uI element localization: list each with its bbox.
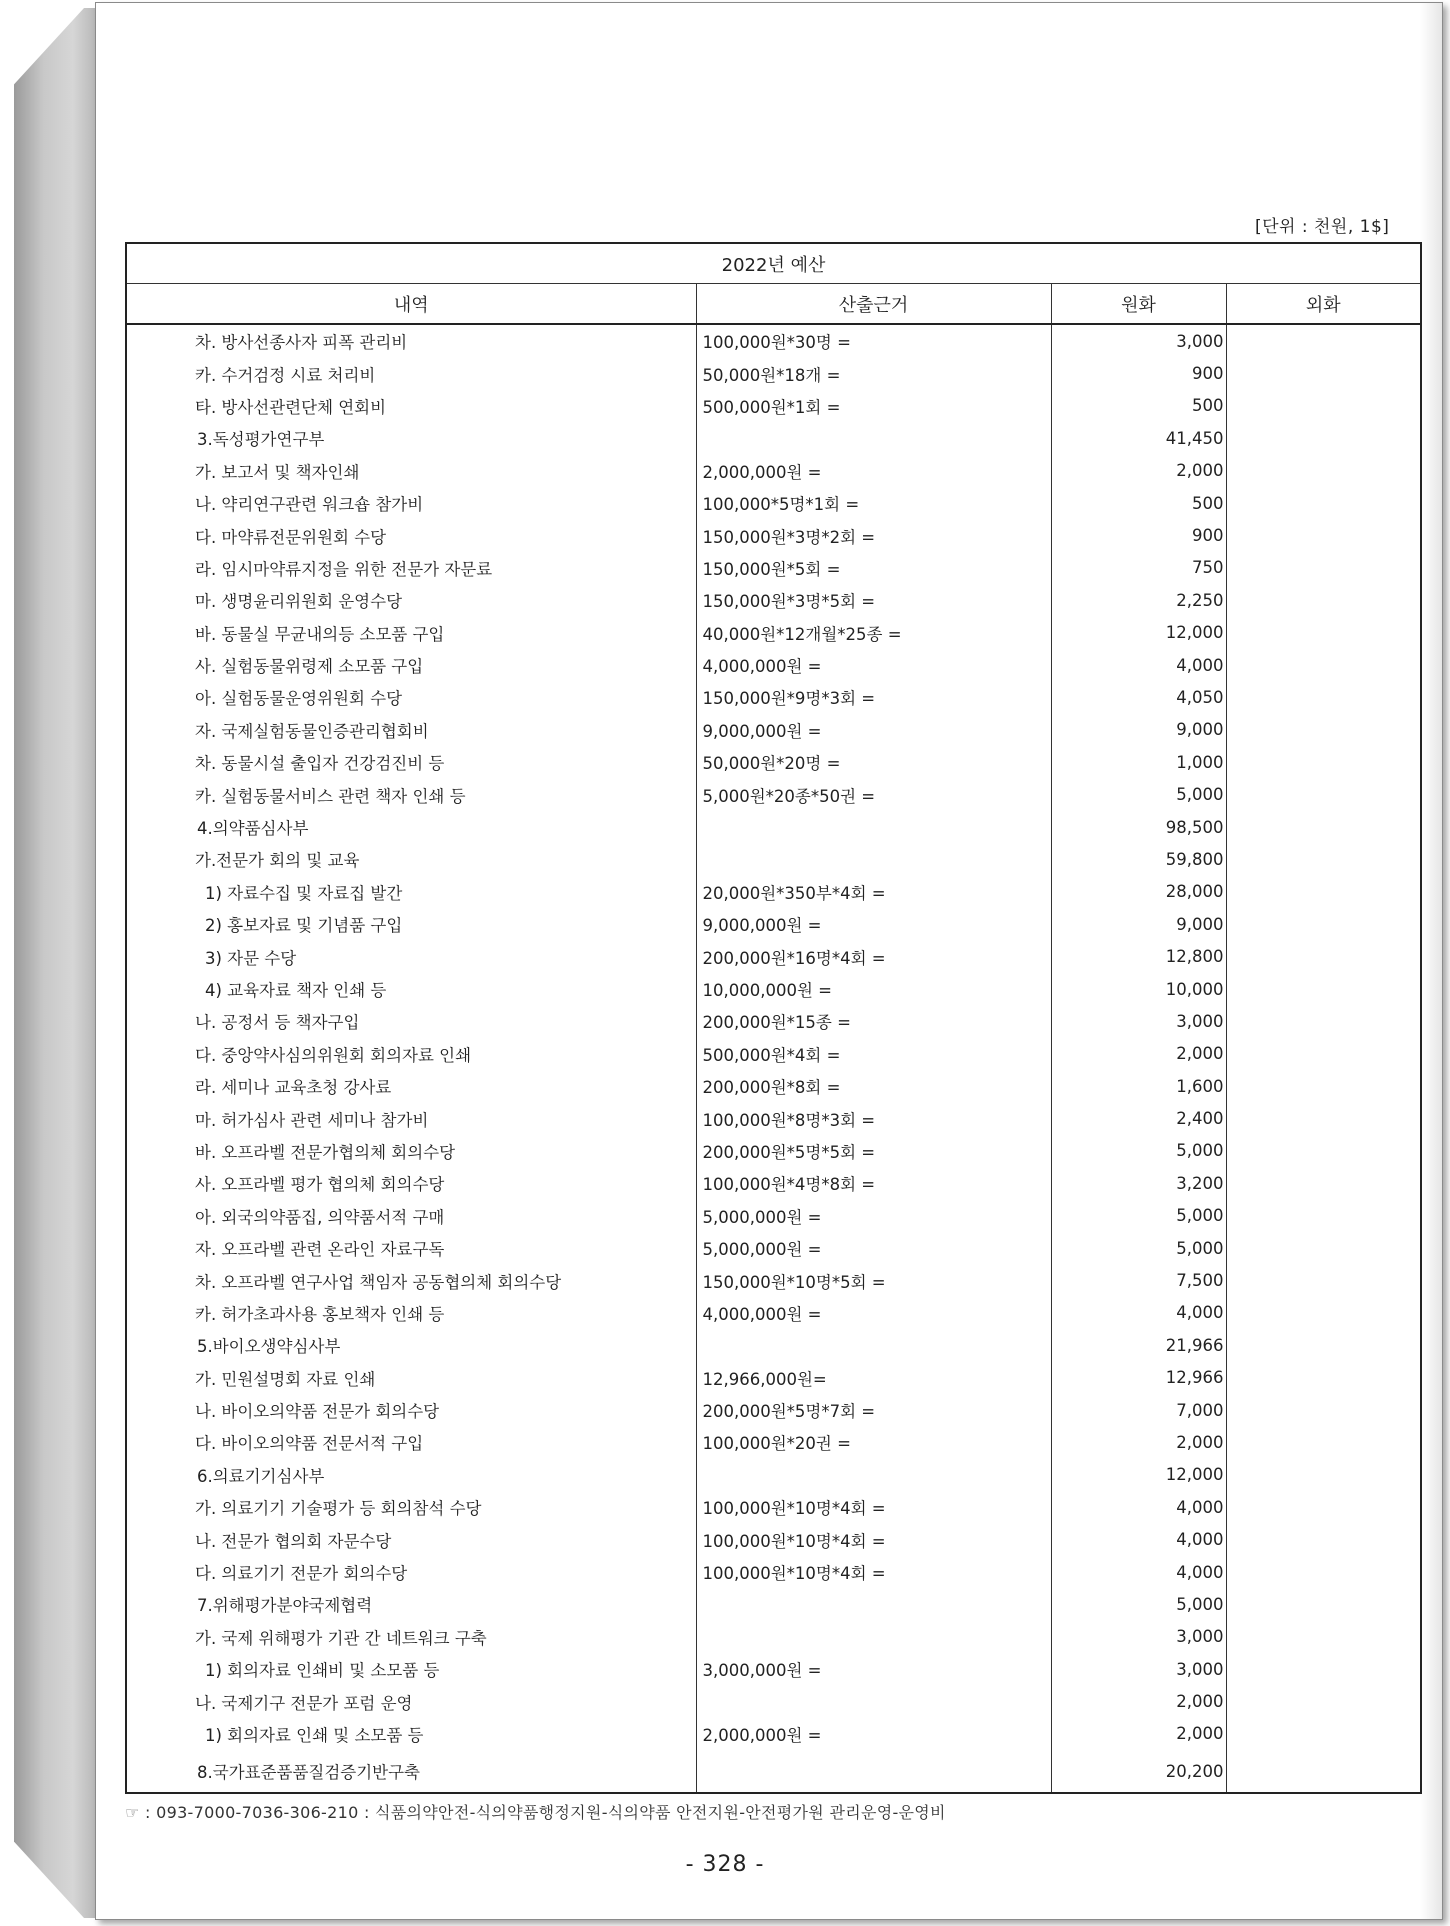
row-item-cell: 카. 실험동물서비스 관련 책자 인쇄 등 <box>126 778 696 810</box>
table-row <box>126 487 1421 519</box>
row-foreign-cell <box>1226 811 1421 843</box>
row-basis-cell: 50,000원*18개 = <box>696 357 1051 389</box>
row-item-cell: 나. 국제기구 전문가 포럼 운영 <box>126 1685 696 1717</box>
row-won-cell: 3,000 <box>1051 1005 1226 1037</box>
row-won-cell: 12,000 <box>1051 617 1226 649</box>
row-item-cell: 다. 마약류전문위원회 수당 <box>126 519 696 551</box>
row-won-cell: 4,000 <box>1051 1523 1226 1555</box>
row-foreign-cell <box>1226 1070 1421 1102</box>
table-row <box>126 876 1421 908</box>
row-basis-cell: 9,000,000원 = <box>696 908 1051 940</box>
row-won-cell: 5,000 <box>1051 778 1226 810</box>
row-item-cell: 타. 방사선관련단체 연회비 <box>126 390 696 422</box>
row-won-cell: 2,000 <box>1051 1685 1226 1717</box>
row-basis-cell: 50,000원*20명 = <box>696 746 1051 778</box>
row-won-cell: 2,000 <box>1051 455 1226 487</box>
row-foreign-cell <box>1226 973 1421 1005</box>
table-row <box>126 973 1421 1005</box>
row-item-cell: 라. 세미나 교육초청 강사료 <box>126 1070 696 1102</box>
row-won-cell: 12,966 <box>1051 1362 1226 1394</box>
row-won-cell: 3,000 <box>1051 1653 1226 1685</box>
row-basis-cell <box>696 1621 1051 1653</box>
row-won-cell: 4,000 <box>1051 1297 1226 1329</box>
row-foreign-cell <box>1226 1621 1421 1653</box>
table-row <box>126 519 1421 551</box>
row-basis-cell: 200,000원*16명*4회 = <box>696 940 1051 972</box>
row-basis-cell: 100,000원*10명*4회 = <box>696 1491 1051 1523</box>
row-basis-cell: 5,000,000원 = <box>696 1200 1051 1232</box>
row-item-cell: 바. 동물실 무균내의등 소모품 구입 <box>126 617 696 649</box>
row-item-cell: 7.위해평가분야국제협력 <box>126 1588 696 1620</box>
row-item-cell: 가. 국제 위해평가 기관 간 네트워크 구축 <box>126 1621 696 1653</box>
row-basis-cell: 200,000원*8회 = <box>696 1070 1051 1102</box>
row-basis-cell: 100,000원*10명*4회 = <box>696 1556 1051 1588</box>
table-row <box>126 1362 1421 1394</box>
row-foreign-cell <box>1226 746 1421 778</box>
row-foreign-cell <box>1226 390 1421 422</box>
row-item-cell: 가. 의료기기 기술평가 등 회의참석 수당 <box>126 1491 696 1523</box>
table-title: 2022년 예산 <box>126 243 1421 284</box>
row-foreign-cell <box>1226 1135 1421 1167</box>
table-row <box>126 1685 1421 1717</box>
table-row <box>126 357 1421 389</box>
row-item-cell: 라. 임시마약류지정을 위한 전문가 자문료 <box>126 552 696 584</box>
row-basis-cell: 200,000원*15종 = <box>696 1005 1051 1037</box>
row-won-cell: 3,000 <box>1051 1621 1226 1653</box>
table-row <box>126 1329 1421 1361</box>
row-won-cell: 7,500 <box>1051 1264 1226 1296</box>
row-won-cell: 20,200 <box>1051 1750 1226 1793</box>
table-row <box>126 1556 1421 1588</box>
row-foreign-cell <box>1226 1653 1421 1685</box>
row-basis-cell <box>696 1750 1051 1793</box>
table-row <box>126 1232 1421 1264</box>
row-foreign-cell <box>1226 1718 1421 1750</box>
table-row <box>126 1135 1421 1167</box>
row-basis-cell: 2,000,000원 = <box>696 455 1051 487</box>
row-basis-cell: 4,000,000원 = <box>696 649 1051 681</box>
row-item-cell: 마. 허가심사 관련 세미나 참가비 <box>126 1102 696 1134</box>
row-foreign-cell <box>1226 1523 1421 1555</box>
row-foreign-cell <box>1226 843 1421 875</box>
row-basis-cell <box>696 843 1051 875</box>
row-won-cell: 1,000 <box>1051 746 1226 778</box>
row-item-cell: 아. 외국의약품집, 의약품서적 구매 <box>126 1200 696 1232</box>
row-item-cell: 2) 홍보자료 및 기념품 구입 <box>126 908 696 940</box>
row-foreign-cell <box>1226 1005 1421 1037</box>
table-row <box>126 714 1421 746</box>
row-won-cell: 3,200 <box>1051 1167 1226 1199</box>
row-won-cell: 500 <box>1051 390 1226 422</box>
row-basis-cell: 150,000원*3명*2회 = <box>696 519 1051 551</box>
row-basis-cell: 12,966,000원= <box>696 1362 1051 1394</box>
row-won-cell: 7,000 <box>1051 1394 1226 1426</box>
table-row <box>126 390 1421 422</box>
table-row <box>126 455 1421 487</box>
row-basis-cell: 100,000원*10명*4회 = <box>696 1523 1051 1555</box>
row-won-cell: 4,000 <box>1051 649 1226 681</box>
row-won-cell: 5,000 <box>1051 1232 1226 1264</box>
row-foreign-cell <box>1226 940 1421 972</box>
row-item-cell: 8.국가표준품품질검증기반구축 <box>126 1750 696 1793</box>
row-won-cell: 59,800 <box>1051 843 1226 875</box>
row-item-cell: 1) 자료수집 및 자료집 발간 <box>126 876 696 908</box>
row-foreign-cell <box>1226 1588 1421 1620</box>
table-row <box>126 778 1421 810</box>
book-spine <box>14 8 98 1918</box>
row-foreign-cell <box>1226 1459 1421 1491</box>
row-won-cell: 5,000 <box>1051 1200 1226 1232</box>
footnote-text: : 093-7000-7036-306-210 : 식품의약안전-식의약품행정지원-식의약품 안전지원-안전평가원 관리운영-운영비 <box>145 1803 946 1822</box>
row-foreign-cell <box>1226 1297 1421 1329</box>
row-won-cell: 900 <box>1051 357 1226 389</box>
row-item-cell: 자. 국제실험동물인증관리협회비 <box>126 714 696 746</box>
page-number: - 328 - <box>685 1852 765 1877</box>
row-item-cell: 아. 실험동물운영위원회 수당 <box>126 681 696 713</box>
row-basis-cell: 10,000,000원 = <box>696 973 1051 1005</box>
table-row <box>126 1167 1421 1199</box>
row-foreign-cell <box>1226 1264 1421 1296</box>
table-row <box>126 649 1421 681</box>
row-won-cell: 2,000 <box>1051 1718 1226 1750</box>
row-basis-cell: 100,000원*30명 = <box>696 324 1051 357</box>
row-foreign-cell <box>1226 1750 1421 1793</box>
row-won-cell: 21,966 <box>1051 1329 1226 1361</box>
row-foreign-cell <box>1226 455 1421 487</box>
row-foreign-cell <box>1226 1329 1421 1361</box>
row-won-cell: 28,000 <box>1051 876 1226 908</box>
row-item-cell: 나. 바이오의약품 전문가 회의수당 <box>126 1394 696 1426</box>
header-won: 원화 <box>1051 284 1226 325</box>
row-item-cell: 4) 교육자료 책자 인쇄 등 <box>126 973 696 1005</box>
row-item-cell: 나. 전문가 협의회 자문수당 <box>126 1523 696 1555</box>
row-item-cell: 가.전문가 회의 및 교육 <box>126 843 696 875</box>
header-foreign: 외화 <box>1226 284 1421 325</box>
table-row <box>126 1070 1421 1102</box>
row-basis-cell: 3,000,000원 = <box>696 1653 1051 1685</box>
table-row <box>126 1750 1421 1793</box>
row-item-cell: 1) 회의자료 인쇄 및 소모품 등 <box>126 1718 696 1750</box>
row-foreign-cell <box>1226 876 1421 908</box>
row-basis-cell <box>696 1329 1051 1361</box>
row-won-cell: 10,000 <box>1051 973 1226 1005</box>
row-item-cell: 카. 허가초과사용 홍보책자 인쇄 등 <box>126 1297 696 1329</box>
row-foreign-cell <box>1226 324 1421 357</box>
row-item-cell: 차. 동물시설 출입자 건강검진비 등 <box>126 746 696 778</box>
table-row <box>126 1523 1421 1555</box>
table-row <box>126 681 1421 713</box>
row-basis-cell: 20,000원*350부*4회 = <box>696 876 1051 908</box>
row-won-cell: 750 <box>1051 552 1226 584</box>
row-won-cell: 2,000 <box>1051 1038 1226 1070</box>
table-row <box>126 1038 1421 1070</box>
row-foreign-cell <box>1226 1362 1421 1394</box>
table-row <box>126 1102 1421 1134</box>
budget-table <box>125 242 1422 1794</box>
row-item-cell: 가. 민원설명회 자료 인쇄 <box>126 1362 696 1394</box>
table-row <box>126 1297 1421 1329</box>
row-foreign-cell <box>1226 714 1421 746</box>
table-row <box>126 324 1421 357</box>
row-won-cell: 9,000 <box>1051 714 1226 746</box>
row-item-cell: 1) 회의자료 인쇄비 및 소모품 등 <box>126 1653 696 1685</box>
row-foreign-cell <box>1226 1685 1421 1717</box>
table-row <box>126 908 1421 940</box>
row-foreign-cell <box>1226 1556 1421 1588</box>
row-basis-cell: 4,000,000원 = <box>696 1297 1051 1329</box>
row-item-cell: 사. 실험동물위령제 소모품 구입 <box>126 649 696 681</box>
row-won-cell: 4,000 <box>1051 1556 1226 1588</box>
row-item-cell: 자. 오프라벨 관련 온라인 자료구독 <box>126 1232 696 1264</box>
row-item-cell: 차. 오프라벨 연구사업 책임자 공동협의체 회의수당 <box>126 1264 696 1296</box>
row-item-cell: 가. 보고서 및 책자인쇄 <box>126 455 696 487</box>
pointer-icon: ☞ <box>125 1803 140 1822</box>
row-basis-cell: 5,000원*20종*50권 = <box>696 778 1051 810</box>
row-basis-cell <box>696 422 1051 454</box>
row-basis-cell <box>696 1459 1051 1491</box>
row-foreign-cell <box>1226 552 1421 584</box>
row-foreign-cell <box>1226 519 1421 551</box>
table-row <box>126 843 1421 875</box>
row-won-cell: 3,000 <box>1051 324 1226 357</box>
row-basis-cell: 9,000,000원 = <box>696 714 1051 746</box>
row-foreign-cell <box>1226 1491 1421 1523</box>
row-won-cell: 12,000 <box>1051 1459 1226 1491</box>
row-basis-cell: 5,000,000원 = <box>696 1232 1051 1264</box>
table-row <box>126 940 1421 972</box>
row-basis-cell: 150,000원*9명*3회 = <box>696 681 1051 713</box>
table-row <box>126 1200 1421 1232</box>
row-won-cell: 98,500 <box>1051 811 1226 843</box>
row-won-cell: 500 <box>1051 487 1226 519</box>
row-item-cell: 마. 생명윤리위원회 운영수당 <box>126 584 696 616</box>
row-basis-cell <box>696 1588 1051 1620</box>
row-won-cell: 9,000 <box>1051 908 1226 940</box>
row-won-cell: 5,000 <box>1051 1588 1226 1620</box>
row-item-cell: 다. 바이오의약품 전문서적 구입 <box>126 1426 696 1458</box>
row-won-cell: 900 <box>1051 519 1226 551</box>
footnote <box>125 1800 946 1823</box>
row-basis-cell: 200,000원*5명*5회 = <box>696 1135 1051 1167</box>
table-row <box>126 1588 1421 1620</box>
row-won-cell: 2,400 <box>1051 1102 1226 1134</box>
row-basis-cell: 500,000원*1회 = <box>696 390 1051 422</box>
table-row <box>126 1491 1421 1523</box>
row-foreign-cell <box>1226 908 1421 940</box>
row-basis-cell: 150,000원*3명*5회 = <box>696 584 1051 616</box>
row-basis-cell: 100,000원*4명*8회 = <box>696 1167 1051 1199</box>
row-item-cell: 3) 자문 수당 <box>126 940 696 972</box>
row-basis-cell: 500,000원*4회 = <box>696 1038 1051 1070</box>
row-foreign-cell <box>1226 487 1421 519</box>
row-foreign-cell <box>1226 584 1421 616</box>
row-basis-cell <box>696 811 1051 843</box>
table-row <box>126 1653 1421 1685</box>
table-row <box>126 584 1421 616</box>
table-row <box>126 746 1421 778</box>
table-row <box>126 1005 1421 1037</box>
row-foreign-cell <box>1226 1426 1421 1458</box>
row-foreign-cell <box>1226 681 1421 713</box>
row-basis-cell: 150,000원*5회 = <box>696 552 1051 584</box>
row-won-cell: 1,600 <box>1051 1070 1226 1102</box>
row-basis-cell: 100,000*5명*1회 = <box>696 487 1051 519</box>
row-foreign-cell <box>1226 1102 1421 1134</box>
row-basis-cell: 200,000원*5명*7회 = <box>696 1394 1051 1426</box>
row-basis-cell <box>696 1685 1051 1717</box>
row-item-cell: 다. 의료기기 전문가 회의수당 <box>126 1556 696 1588</box>
table-row <box>126 1718 1421 1750</box>
row-basis-cell: 100,000원*8명*3회 = <box>696 1102 1051 1134</box>
table-row <box>126 1394 1421 1426</box>
row-foreign-cell <box>1226 1394 1421 1426</box>
row-item-cell: 바. 오프라벨 전문가협의체 회의수당 <box>126 1135 696 1167</box>
row-item-cell: 차. 방사선종사자 피폭 관리비 <box>126 324 696 357</box>
row-item-cell: 4.의약품심사부 <box>126 811 696 843</box>
row-won-cell: 41,450 <box>1051 422 1226 454</box>
table-row <box>126 617 1421 649</box>
row-won-cell: 4,050 <box>1051 681 1226 713</box>
row-basis-cell: 2,000,000원 = <box>696 1718 1051 1750</box>
row-won-cell: 2,000 <box>1051 1426 1226 1458</box>
row-foreign-cell <box>1226 778 1421 810</box>
table-row <box>126 1459 1421 1491</box>
row-basis-cell: 100,000원*20권 = <box>696 1426 1051 1458</box>
row-won-cell: 2,250 <box>1051 584 1226 616</box>
header-item: 내역 <box>126 284 696 325</box>
table-row <box>126 422 1421 454</box>
table-row <box>126 811 1421 843</box>
row-item-cell: 나. 약리연구관련 워크숍 참가비 <box>126 487 696 519</box>
unit-label: [단위 : 천원, 1$] <box>1255 217 1390 237</box>
row-foreign-cell <box>1226 422 1421 454</box>
row-item-cell: 나. 공정서 등 책자구입 <box>126 1005 696 1037</box>
row-foreign-cell <box>1226 1038 1421 1070</box>
row-foreign-cell <box>1226 1167 1421 1199</box>
row-item-cell: 6.의료기기심사부 <box>126 1459 696 1491</box>
table-row <box>126 1264 1421 1296</box>
row-foreign-cell <box>1226 649 1421 681</box>
row-foreign-cell <box>1226 1232 1421 1264</box>
row-foreign-cell <box>1226 617 1421 649</box>
row-item-cell: 5.바이오생약심사부 <box>126 1329 696 1361</box>
row-foreign-cell <box>1226 357 1421 389</box>
row-basis-cell: 150,000원*10명*5회 = <box>696 1264 1051 1296</box>
page-edge-shadow <box>1420 3 1442 1919</box>
row-item-cell: 카. 수거검정 시료 처리비 <box>126 357 696 389</box>
row-basis-cell: 40,000원*12개월*25종 = <box>696 617 1051 649</box>
table-row <box>126 552 1421 584</box>
row-item-cell: 3.독성평가연구부 <box>126 422 696 454</box>
row-foreign-cell <box>1226 1200 1421 1232</box>
row-won-cell: 12,800 <box>1051 940 1226 972</box>
row-won-cell: 5,000 <box>1051 1135 1226 1167</box>
row-won-cell: 4,000 <box>1051 1491 1226 1523</box>
table-row <box>126 1426 1421 1458</box>
table-body <box>126 324 1421 1793</box>
row-item-cell: 사. 오프라벨 평가 협의체 회의수당 <box>126 1167 696 1199</box>
row-item-cell: 다. 중앙약사심의위원회 회의자료 인쇄 <box>126 1038 696 1070</box>
header-basis: 산출근거 <box>696 284 1051 325</box>
table-row <box>126 1621 1421 1653</box>
